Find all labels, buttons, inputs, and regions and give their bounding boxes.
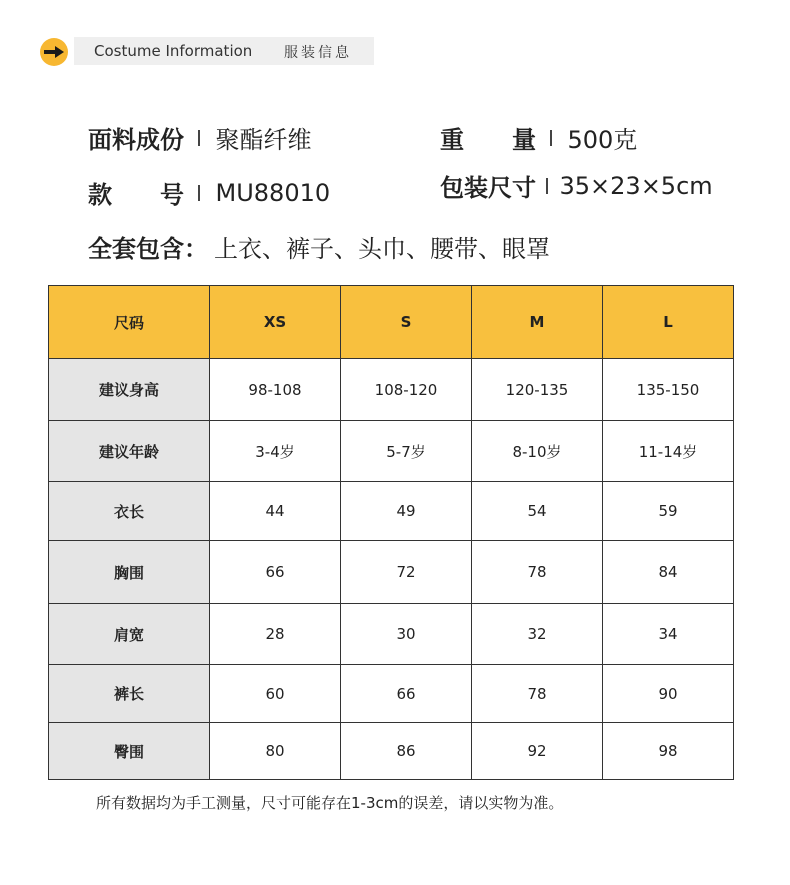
table-row bbox=[49, 421, 734, 482]
table-header-cell: L bbox=[603, 286, 734, 359]
set-label: 全套包含： bbox=[88, 235, 208, 263]
footnote: 所有数据均为手工测量，尺寸可能存在1-3cm的误差，请以实物为准。 bbox=[96, 794, 564, 812]
separator bbox=[546, 178, 548, 194]
table-header-cell: XS bbox=[210, 286, 341, 359]
fabric-value: 聚酯纤维 bbox=[215, 126, 312, 154]
table-cell: 98 bbox=[603, 723, 734, 780]
table-cell: 60 bbox=[210, 665, 341, 723]
row-label: 衣长 bbox=[49, 482, 210, 541]
table-cell: 78 bbox=[472, 541, 603, 604]
table-row bbox=[49, 665, 734, 723]
package-value: 35×23×5cm bbox=[559, 171, 713, 200]
table-cell: 66 bbox=[210, 541, 341, 604]
table-cell: 90 bbox=[603, 665, 734, 723]
table-cell: 98-108 bbox=[210, 359, 341, 421]
table-header-row bbox=[49, 286, 734, 359]
weight-value: 500克 bbox=[567, 126, 638, 154]
table-cell: 34 bbox=[603, 604, 734, 665]
weight-row bbox=[440, 120, 637, 155]
set-row bbox=[88, 229, 550, 264]
table-header-cell: 尺码 bbox=[49, 286, 210, 359]
row-label: 建议年龄 bbox=[49, 421, 210, 482]
set-value: 上衣、裤子、头巾、腰带、眼罩 bbox=[214, 235, 550, 263]
table-cell: 80 bbox=[210, 723, 341, 780]
table-row bbox=[49, 359, 734, 421]
table-cell: 8-10岁 bbox=[472, 421, 603, 482]
table-cell: 49 bbox=[341, 482, 472, 541]
row-label: 肩宽 bbox=[49, 604, 210, 665]
table-cell: 92 bbox=[472, 723, 603, 780]
table-cell: 54 bbox=[472, 482, 603, 541]
table-cell: 66 bbox=[341, 665, 472, 723]
arrow-right-icon bbox=[40, 38, 68, 66]
size-table bbox=[48, 285, 734, 780]
package-label: 包装尺寸 bbox=[440, 174, 536, 202]
table-cell: 84 bbox=[603, 541, 734, 604]
table-row bbox=[49, 723, 734, 780]
table-cell: 3-4岁 bbox=[210, 421, 341, 482]
table-row bbox=[49, 482, 734, 541]
table-cell: 108-120 bbox=[341, 359, 472, 421]
table-row bbox=[49, 541, 734, 604]
section-title-en: Costume Information bbox=[94, 42, 253, 60]
table-cell: 120-135 bbox=[472, 359, 603, 421]
row-label: 胸围 bbox=[49, 541, 210, 604]
table-header-cell: S bbox=[341, 286, 472, 359]
row-label: 建议身高 bbox=[49, 359, 210, 421]
table-cell: 44 bbox=[210, 482, 341, 541]
table-cell: 30 bbox=[341, 604, 472, 665]
separator bbox=[198, 185, 200, 201]
table-cell: 78 bbox=[472, 665, 603, 723]
table-row bbox=[49, 604, 734, 665]
section-title-cn: 服装信息 bbox=[284, 45, 352, 61]
table-cell: 72 bbox=[341, 541, 472, 604]
table-cell: 5-7岁 bbox=[341, 421, 472, 482]
package-row bbox=[440, 168, 713, 203]
table-header-cell: M bbox=[472, 286, 603, 359]
table-cell: 59 bbox=[603, 482, 734, 541]
table-cell: 32 bbox=[472, 604, 603, 665]
row-label: 臀围 bbox=[49, 723, 210, 780]
fabric-row bbox=[88, 120, 312, 155]
table-cell: 135-150 bbox=[603, 359, 734, 421]
table-cell: 11-14岁 bbox=[603, 421, 734, 482]
row-label: 裤长 bbox=[49, 665, 210, 723]
model-label: 款 号 bbox=[88, 181, 184, 209]
separator bbox=[198, 130, 200, 146]
separator bbox=[550, 130, 552, 146]
table-cell: 86 bbox=[341, 723, 472, 780]
fabric-label: 面料成份 bbox=[88, 126, 184, 154]
weight-label: 重 量 bbox=[440, 126, 536, 154]
model-value: MU88010 bbox=[215, 178, 331, 207]
table-cell: 28 bbox=[210, 604, 341, 665]
model-row bbox=[88, 175, 330, 210]
